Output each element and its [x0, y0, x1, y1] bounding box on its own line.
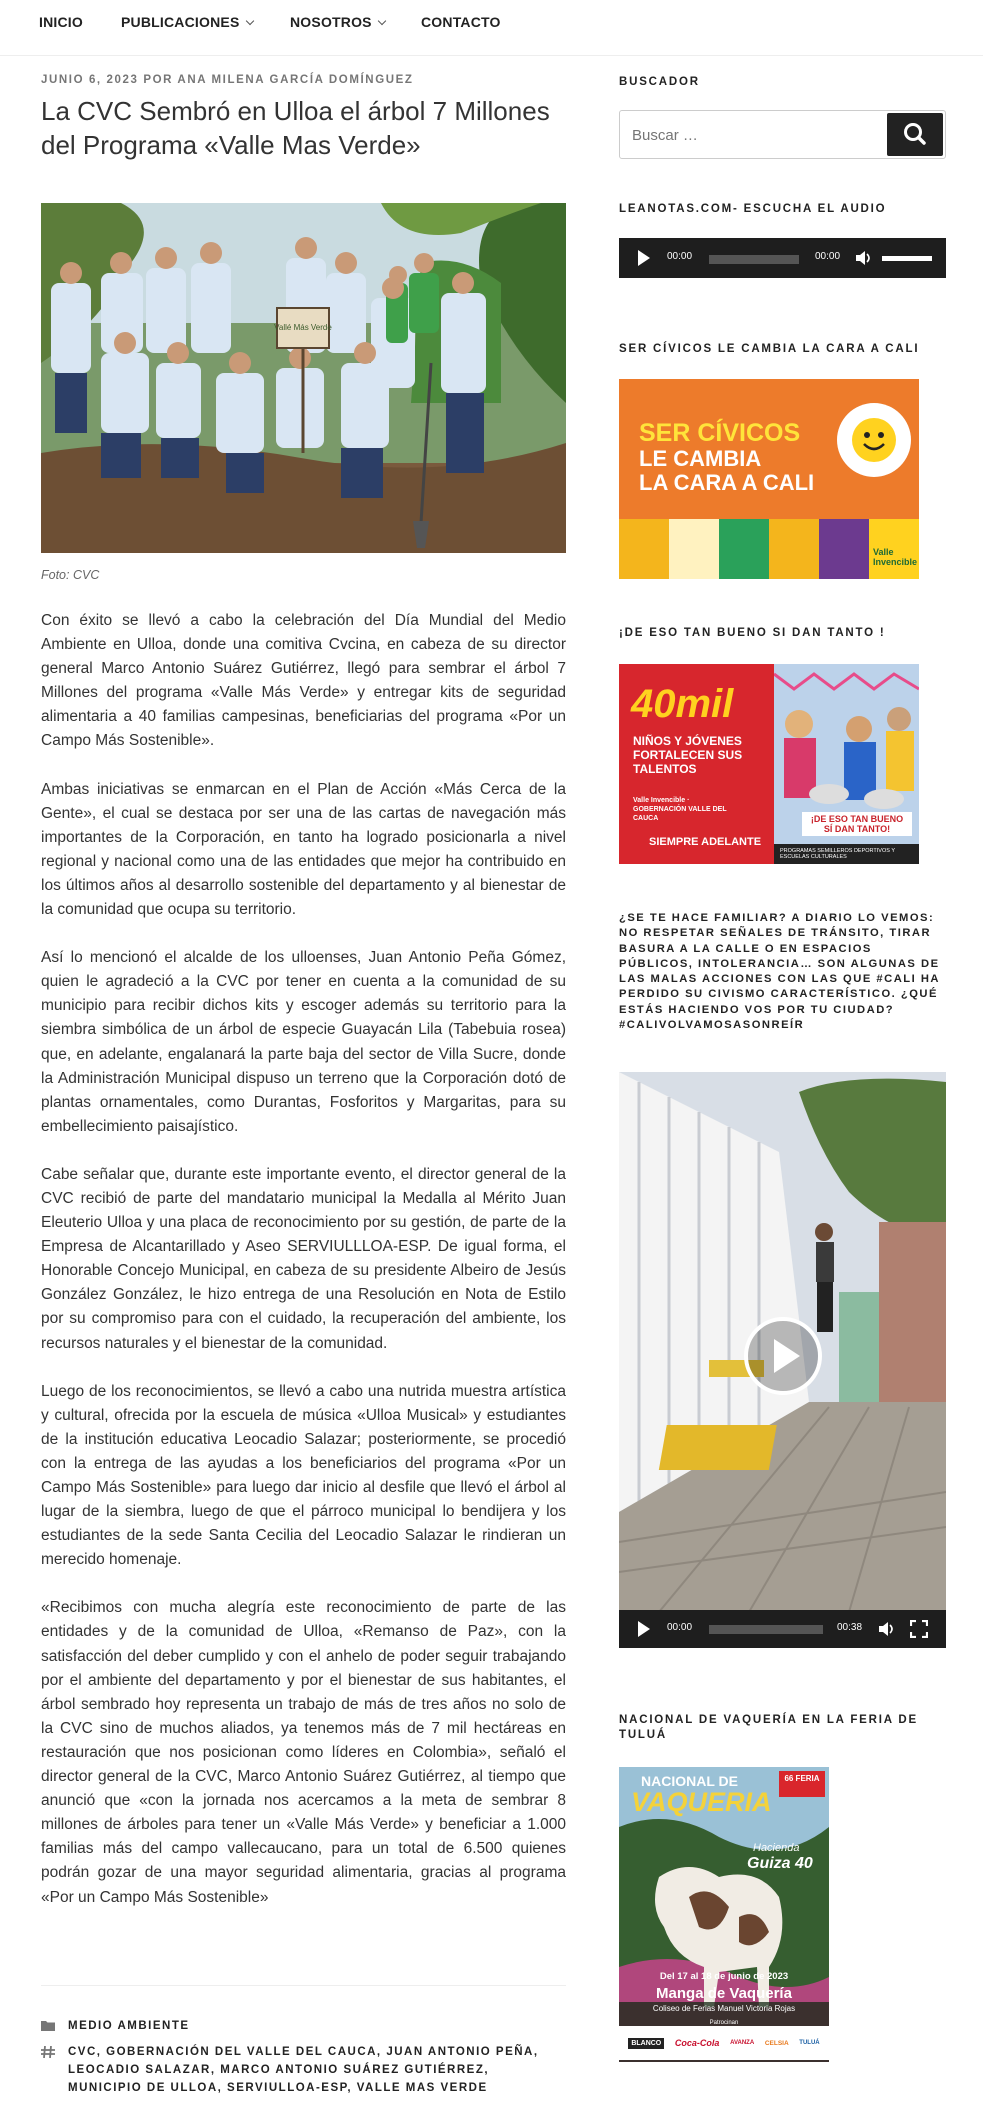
vaqueria-poster[interactable]	[619, 1767, 829, 2062]
post-meta	[41, 74, 414, 86]
talentos-text2: FORTALECEN SUS	[633, 748, 743, 762]
video-controls	[619, 1610, 946, 1648]
fullscreen-icon[interactable]	[910, 1620, 928, 1638]
talentos-program: PROGRAMAS SEMILLEROS DEPORTIVOS Y ESCUELAS CULTURALES	[774, 844, 919, 864]
post-author[interactable]: ANA MILENA GARCÍA DOMÍNGUEZ	[177, 74, 414, 86]
post-tags-row	[41, 2043, 566, 2097]
poster-guiza: Guiza 40	[747, 1855, 813, 1872]
sponsor-logo: Coca-Cola	[674, 2038, 720, 2048]
search-button[interactable]	[887, 113, 943, 156]
post-tags-links[interactable]: CVC, GOBERNACIÓN DEL VALLE DEL CAUCA, JUAN ANTONIO PEÑA, LEOCADIO SALAZAR, MARCO ANTONIO SUÁREZ GUTIÉRREZ, MUNICIPIO DE ULLOA, SERVIULLOA-ESP, VALLE MAS VERDE	[68, 2046, 539, 2094]
family-icon	[619, 519, 669, 579]
main-navigation	[0, 0, 983, 56]
poster-manga: Manga de Vaquería	[656, 1985, 792, 2002]
post-featured-photo	[41, 203, 566, 553]
folder-icon	[41, 2020, 56, 2031]
widget-title-vaqueria: NACIONAL DE VAQUERÍA EN LA FERIA DE TULUÁ	[619, 1714, 918, 1741]
post-footer-divider	[41, 1985, 566, 1986]
poster-sponsor-strip	[619, 2026, 829, 2060]
widget-title-bueno: ¡DE ESO TAN BUENO SI DAN TANTO !	[619, 627, 886, 639]
talentos-logo1: Valle Invencible	[633, 797, 686, 804]
runner-icon	[769, 519, 819, 579]
hashtag-icon	[41, 2046, 55, 2058]
play-icon[interactable]	[637, 250, 651, 266]
nav-publicaciones[interactable]	[121, 14, 253, 30]
poster-edition: 66 FERIA	[779, 1771, 825, 1797]
poster-dates: Del 17 al 18 de junio de 2023	[659, 1971, 789, 1982]
nav-inicio[interactable]	[39, 14, 83, 30]
civicos-icon-strip	[619, 519, 919, 579]
post-taxonomy	[41, 2017, 566, 2105]
play-icon[interactable]	[637, 1621, 651, 1637]
post-category-link[interactable]: MEDIO AMBIENTE	[68, 2020, 190, 2032]
post-paragraph: Con éxito se llevó a cabo la celebración del Día Mundial del Medio Ambiente en Ulloa, donde una comitiva Cvcina, en cabeza de su director general Marco Antonio Suárez Gutiérrez, llegó para sembrar el árbol 7 Millones del programa «Valle Más Verde» y entregar kits de seguridad alimentaria a 40 familias campesinas, beneficiarias del programa «Por un Campo Más Sostenible».	[41, 612, 566, 750]
civicos-banner[interactable]	[619, 379, 919, 579]
search-input[interactable]	[628, 120, 878, 150]
audio-player	[619, 238, 946, 278]
volume-icon[interactable]	[855, 249, 873, 267]
post-by: POR	[143, 74, 174, 86]
post-paragraph: Ambas iniciativas se enmarcan en el Plan de Acción «Más Cerca de la Gente», el cual se destaca por ser una de las cartas de navegación más importantes de la Corporación, en tanto ha logrado posicionarla a nivel regional y nacional como una de las entidades que mejor ha contribuido en los últimos años al desarrollo sostenible del departamento y al bienestar de la comunidad que ocupa su territorio.	[41, 780, 566, 919]
valle-invencible-logo: Valle Invencible	[869, 519, 919, 579]
nav-contacto-label: CONTACTO	[421, 14, 501, 30]
poster-nacional: NACIONAL DE	[641, 1773, 738, 1789]
poster-hacienda: Hacienda	[753, 1842, 800, 1854]
search-icon	[887, 113, 943, 156]
poster-vaqueria: VAQUERIA	[631, 1787, 772, 1817]
search-form	[619, 110, 946, 159]
chevron-down-icon	[377, 17, 385, 25]
post-paragraph: Así lo mencionó el alcalde de los ulloenses, Juan Antonio Peña Gómez, quien le agradeció a la CVC por tener en cuenta a la comunidad de su municipio para recibir dichos kits y escoger además su territorio para la siembra simbólica de un árbol de especie Guayacán Lila (Tabebuia rosea) que, en adelante, engalanará la parte baja del sector de Villa Sucre, donde la Administración Municipal dispuso un terreno que la Corporación dotó de plantas ornamentales, como Durantas, Fosforitos y Margaritas, para su embellecimiento paisajístico.	[41, 949, 566, 1135]
civic-video[interactable]	[619, 1072, 946, 1612]
widget-title-civicos: SER CÍVICOS LE CAMBIA LA CARA A CALI	[619, 343, 920, 355]
group-photo-illustration	[41, 203, 566, 553]
nav-inicio-label: INICIO	[39, 14, 83, 30]
audio-duration: 00:00	[815, 251, 841, 262]
post-paragraph: Luego de los reconocimientos, se llevó a cabo una nutrida muestra artística y cultural, ofrecida por la escuela de música «Ulloa Musical» y estudiantes de la institución educativa Leocadio Salazar; posteriormente, se procedió con la entrega de las ayudas a los beneficiarios del programa «Por un Campo Más Sostenible» para luego dar inicio al desfile que llevó el árbol al lugar de la siembra, luego de que el párroco municipal lo bendijera y los estudiantes de la sede Santa Cecilia del Leocadio Salazar le rindieran un merecido homenaje.	[41, 1382, 566, 1569]
nav-publicaciones-label: PUBLICACIONES	[121, 14, 240, 30]
volume-icon[interactable]	[878, 1620, 896, 1638]
civic-question-text: ¿SE TE HACE FAMILIAR? A DIARIO LO VEMOS: NO RESPETAR SEÑALES DE TRÁNSITO, TIRAR BASURA A LA CALLE O EN ESPACIOS PÚBLICOS, INTOLERANCIA… SON ALGUNAS DE LAS MALAS ACCIONES CON LAS QUE #CALI HA PERDIDO SU CIVISMO CARACTERÍSTICO. ¿QUÉ ESTÁS HACIENDO VOS POR TU CIUDAD? #CALIVOLVAMOSASONREÍR	[619, 912, 940, 1032]
post-title: La CVC Sembró en Ulloa el árbol 7 Millones del Programa «Valle Mas Verde»	[41, 96, 550, 160]
sponsor-logo: TULUÁ	[799, 2040, 820, 2046]
bike-icon	[819, 519, 869, 579]
civicos-line2: LE CAMBIA	[639, 446, 762, 471]
talentos-tag	[802, 812, 912, 836]
post-paragraph: Cabe señalar que, durante este importante evento, el director general de la CVC recibió de parte del mandatario municipal la Medalla al Mérito Juan Eleuterio Ulloa y una placa de reconocimiento por su gestión, de parte de la Empresa de Alcantarillado y Aseo SERVIULLLOA-ESP. De igual forma, el Honorable Concejo Municipal, en cabeza de su presidente Albeiro de Jesús González González, le hizo entrega de una Resolución en Nota de Estilo por su compromiso para con el cuidado, la recuperación del ambiente, los recursos naturales y el bienestar de la comunidad.	[41, 1165, 566, 1352]
video-progress-bar[interactable]	[709, 1625, 823, 1634]
chevron-down-icon	[245, 17, 253, 25]
post-body	[41, 609, 566, 1934]
talentos-banner[interactable]	[619, 664, 919, 864]
audio-progress-bar[interactable]	[709, 255, 799, 264]
talentos-text	[633, 734, 742, 776]
audio-current-time: 00:00	[667, 251, 693, 262]
talentos-text3: TALENTOS	[633, 762, 697, 776]
post-date[interactable]: JUNIO 6, 2023	[41, 74, 139, 86]
post-category-row	[41, 2017, 566, 2035]
photo-sign-text: Vallé Más Verde	[274, 323, 332, 332]
sponsor-logo: AVANZA	[730, 2040, 755, 2046]
talentos-logo2: GOBERNACIÓN VALLE DEL CAUCA	[633, 806, 727, 822]
widget-title-audio: LEANOTAS.COM- ESCUCHA EL AUDIO	[619, 203, 887, 215]
poster-place: Coliseo de Ferias Manuel Victoria Rojas	[652, 2004, 796, 2013]
video-duration: 00:38	[837, 1622, 863, 1633]
play-overlay-icon[interactable]	[743, 1316, 823, 1396]
civicos-line1: SER CÍVICOS	[639, 419, 801, 447]
talentos-tag2: SÍ DAN TANTO!	[823, 824, 891, 834]
smiley-badge-icon	[835, 401, 913, 479]
talentos-logos: Valle Invencible · GOBERNACIÓN VALLE DEL CAUCA	[633, 797, 727, 822]
bird-icon	[719, 519, 769, 579]
talentos-number: 40mil	[631, 682, 734, 726]
photo-caption: Foto: CVC	[41, 568, 100, 582]
poster-patrocinan: Patrocinan	[709, 2020, 739, 2026]
nav-contacto[interactable]	[421, 14, 501, 30]
talentos-text1: NIÑOS Y JÓVENES	[633, 734, 742, 748]
sponsor-logo: CELSIA	[764, 2039, 789, 2047]
people-icon	[669, 519, 719, 579]
talentos-photo	[774, 664, 919, 864]
talentos-footer: SIEMPRE ADELANTE	[649, 836, 762, 848]
civicos-line3: LA CARA A CALI	[639, 470, 815, 495]
audio-volume-slider[interactable]	[882, 256, 932, 261]
widget-title-search: BUSCADOR	[619, 76, 700, 88]
nav-nosotros[interactable]	[290, 14, 385, 30]
video-current-time: 00:00	[667, 1622, 693, 1633]
talentos-tag1: ¡DE ESO TAN BUENO	[810, 814, 904, 824]
sponsor-logo: BLANCO	[628, 2038, 664, 2049]
nav-nosotros-label: NOSOTROS	[290, 14, 372, 30]
post-paragraph: «Recibimos con mucha alegría este reconocimiento de parte de las entidades y de la comunidad de Ulloa, «Remanso de Paz», con la satisfacción del deber cumplido y con el anhelo de poder seguir trabajando por el ambiente del departamento y por el bienestar de sus habitantes, el árbol sembrado hoy representa un trabajo de más de tres años no solo de la CVC sino de muchos aliados, ya tenemos más de 7 mil hectáreas en restauración que nos posicionan como líderes en Colombia», señaló el director general de la CVC, Marco Antonio Suárez Gutiérrez, al tiempo que anunció que «con la jornada nos acercamos a la meta de sembrar 8 millones de árboles para tener un «Valle Más Verde» y beneficiar a 1.000 familias más del campo vallecaucano, para un total de 6.500 quienes podrán gozar de una mayor seguridad alimentaria, gracias al programa «Por un Campo Más Sostenible»	[41, 1599, 566, 1906]
